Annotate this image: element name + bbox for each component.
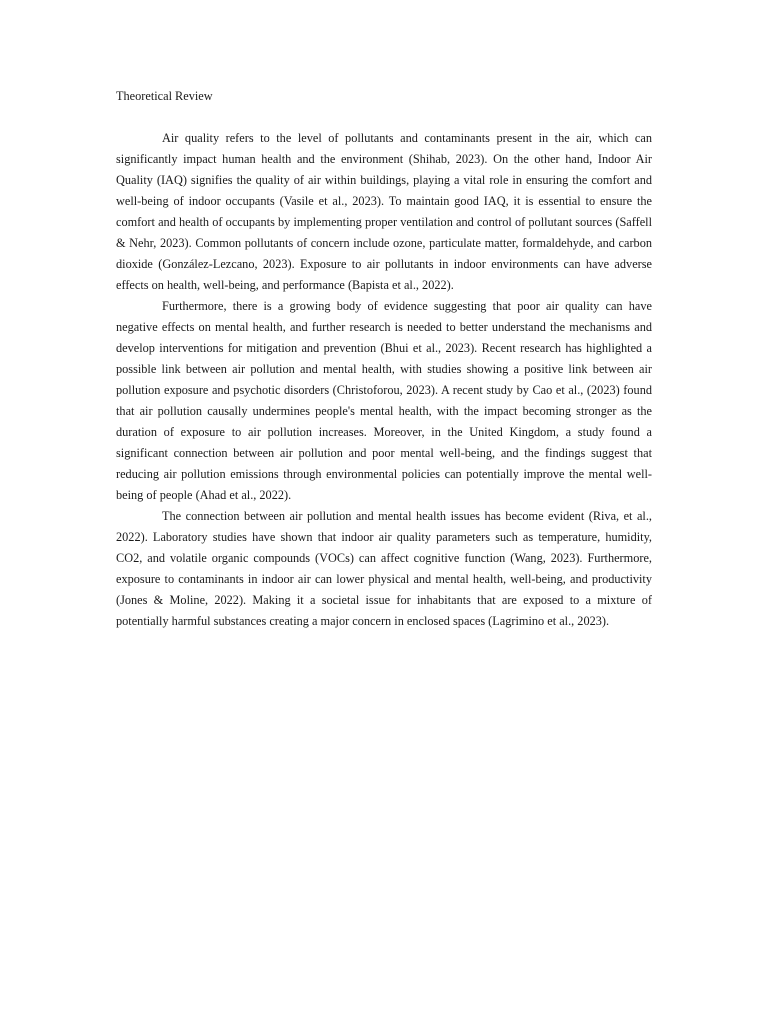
- document-body: [116, 86, 652, 632]
- heading-spacer: [116, 107, 652, 128]
- paragraph-3: The connection between air pollution and mental health issues has become evident (Riva, et al., 2022). Laboratory studies have shown that indoor air quality parameters such as temperature, humidity, CO2, and volatile organic compounds (VOCs) can affect cognitive function (Wang, 2023). Furthermore, exposure to contaminants in indoor air can lower physical and mental health, well-being, and productivity (Jones & Moline, 2022). Making it a societal issue for inhabitants that are exposed to a mixture of potentially harmful substances creating a major concern in enclosed spaces (Lagrimino et al., 2023).: [116, 509, 652, 628]
- paragraph-2: Furthermore, there is a growing body of evidence suggesting that poor air quality can have negative effects on mental health, and further research is needed to better understand the mechanisms and develop interventions for mitigation and prevention (Bhui et al., 2023). Recent research has highlighted a possible link between air pollution and mental health, with studies showing a positive link between air pollution exposure and psychotic disorders (Christoforou, 2023). A recent study by Cao et al., (2023) found that air pollution causally undermines people's mental health, with the impact becoming stronger as the duration of exposure to air pollution increases. Moreover, in the United Kingdom, a study found a significant connection between air pollution and poor mental well-being, and the findings suggest that reducing air pollution emissions through environmental policies can potentially improve the mental well-being of people (Ahad et al., 2022).: [116, 299, 652, 502]
- section-heading: Theoretical Review: [116, 89, 213, 103]
- paragraph-1: Air quality refers to the level of pollutants and contaminants present in the air, which can significantly impact human health and the environment (Shihab, 2023). On the other hand, Indoor Air Quality (IAQ) signifies the quality of air within buildings, playing a vital role in ensuring the comfort and well-being of indoor occupants (Vasile et al., 2023). To maintain good IAQ, it is essential to ensure the comfort and health of occupants by implementing proper ventilation and control of pollutant sources (Saffell & Nehr, 2023). Common pollutants of concern include ozone, particulate matter, formaldehyde, and carbon dioxide (González-Lezcano, 2023). Exposure to air pollutants in indoor environments can have adverse effects on health, well-being, and performance (Bapista et al., 2022).: [116, 131, 652, 292]
